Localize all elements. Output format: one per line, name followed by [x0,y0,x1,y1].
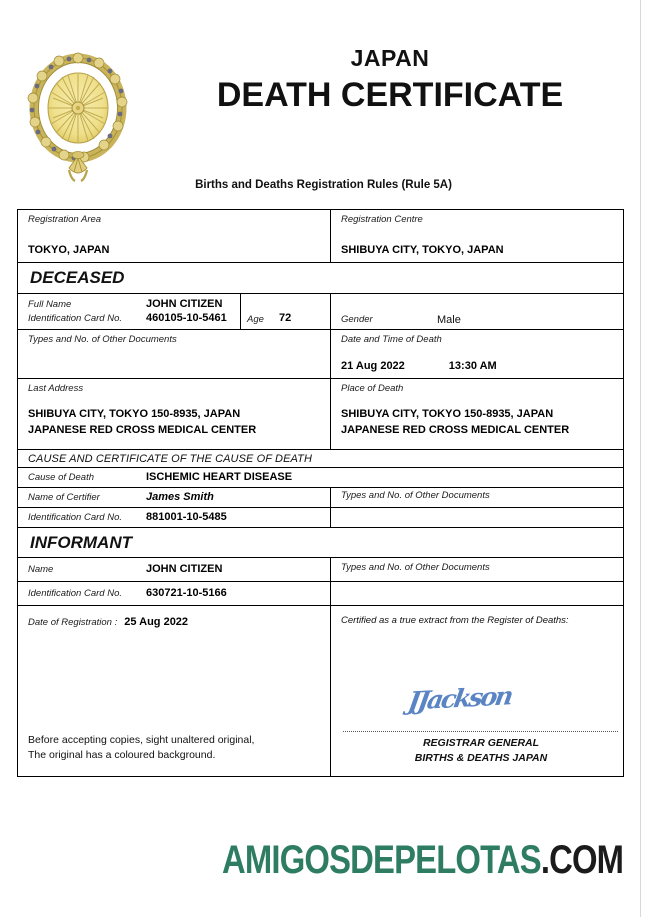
certifier-id-cell [18,508,331,527]
cause-of-death-label: Cause of Death [28,472,95,484]
registrar-caption [331,736,631,766]
cause-section-title: CAUSE AND CERTIFICATE OF THE CAUSE OF DEATH [28,453,313,466]
date-time-of-death-label: Date and Time of Death [341,334,442,346]
date-time-of-death-values [341,359,497,374]
deceased-gender-value: Male [437,314,461,327]
certification-group [18,606,623,776]
date-of-registration-pair [28,615,330,630]
deceased-age-label: Age [247,314,264,326]
certified-extract-text: Certified as a true extract from the Register of Deaths: [341,615,569,626]
time-of-death-value: 13:30 AM [448,360,497,373]
title-block [150,46,630,114]
informant-id-cell [18,582,331,605]
certification-row [18,605,623,776]
informant-other-docs-label: Types and No. of Other Documents [341,562,490,574]
deceased-section-title: DECEASED [30,268,125,287]
cause-of-death-pair [28,470,623,485]
deceased-docs-dod-row [18,329,623,378]
date-of-registration-cell [18,606,331,776]
registration-area-cell [18,210,331,262]
address-place-row [18,378,623,449]
certified-extract-cell [331,606,623,776]
deceased-gender-cell [331,294,623,330]
place-of-death-values [341,407,569,439]
deceased-name-id-cell [18,294,241,330]
informant-other-docs-cell [331,558,623,581]
site-logo [222,838,623,883]
certifier-name-label: Name of Certifier [28,492,100,504]
certifier-other-docs-cell [331,488,623,507]
date-of-death-value: 21 Aug 2022 [341,360,405,373]
certifier-id-pair [28,510,330,525]
copy-notice-line1: Before accepting copies, sight unaltered original, [28,733,255,746]
deceased-age-value: 72 [279,312,292,325]
deceased-id-label: Identification Card No. [28,313,122,325]
signature-dotted-line [343,731,618,732]
last-address-values [28,407,256,439]
deceased-id-pair [28,311,240,326]
registration-centre-cell [331,210,623,262]
certifier-id-right-cell [331,508,623,527]
deceased-identity-group [18,294,623,330]
certifier-other-docs-label: Types and No. of Other Documents [341,490,490,502]
site-logo-name: AMIGOSDEPELOTAS [221,838,541,882]
informant-section-title: INFORMANT [30,532,132,552]
last-address-label: Last Address [28,383,84,395]
informant-section-header-row [18,527,623,558]
date-time-of-death-cell [331,330,623,378]
informant-name-pair [28,562,330,577]
cause-of-death-cell [18,468,623,487]
deceased-other-docs-label: Types and No. of Other Documents [28,334,177,346]
certifier-row [18,487,623,507]
registration-row [18,210,623,262]
registrar-caption-line1: REGISTRAR GENERAL [422,736,540,749]
certifier-name-cell [18,488,331,507]
japan-imperial-chrysanthemum-seal-icon [24,52,132,187]
deceased-section-header-row [18,262,623,293]
copy-notice-line2: The original has a coloured background. [28,749,216,762]
deceased-fullname-value: JOHN CITIZEN [146,297,223,310]
registration-area-label: Registration Area [28,214,102,225]
informant-id-value: 630721-10-5166 [146,587,227,600]
deceased-fullname-pair [28,297,240,312]
registration-area-value: TOKYO, JAPAN [28,244,110,257]
certificate-header [0,46,647,196]
informant-id-label: Identification Card No. [28,588,122,600]
deceased-other-docs-cell [18,330,331,378]
informant-name-row [18,557,623,581]
place-of-death-label: Place of Death [341,383,404,395]
last-address-line1: SHIBUYA CITY, TOKYO 150-8935, JAPAN [28,408,241,421]
cause-section-header-row [18,449,623,467]
rules-subtitle: Births and Deaths Registration Rules (Rule 5A) [195,179,452,191]
cause-of-death-value: ISCHEMIC HEART DISEASE [146,471,293,484]
certificate-table [17,209,624,777]
country-title: JAPAN [350,45,430,71]
deceased-fullname-label: Full Name [28,298,72,310]
deceased-id-value: 460105-10-5461 [146,312,227,325]
date-of-registration-value: 25 Aug 2022 [124,616,189,628]
informant-name-label: Name [28,564,54,576]
certifier-name-value: James Smith [146,491,214,504]
registrar-signature: JJackson [406,681,514,716]
certifier-id-value: 881001-10-5485 [146,510,227,523]
informant-id-right-cell [331,582,623,605]
certifier-name-pair [28,490,330,505]
last-address-cell [18,379,331,449]
informant-name-value: JOHN CITIZEN [146,563,223,576]
registrar-caption-line2: BIRTHS & DEATHS JAPAN [414,751,548,764]
certifier-id-label: Identification Card No. [28,511,122,523]
certifier-id-row [18,507,623,527]
last-address-line2: JAPANESE RED CROSS MEDICAL CENTER [28,424,257,437]
deceased-age-label-cell [241,294,273,330]
page-title: DEATH CERTIFICATE [216,76,564,115]
deceased-gender-label: Gender [341,314,373,326]
informant-id-row [18,581,623,605]
place-of-death-line2: JAPANESE RED CROSS MEDICAL CENTER [341,424,570,437]
cause-of-death-row [18,467,623,487]
registration-centre-value: SHIBUYA CITY, TOKYO, JAPAN [341,244,504,257]
copy-notice [28,733,254,765]
informant-id-pair [28,586,330,601]
deceased-identity-row [18,293,623,330]
place-of-death-line1: SHIBUYA CITY, TOKYO 150-8935, JAPAN [341,408,554,421]
site-watermark [0,838,647,883]
site-logo-tld: .COM [540,838,623,882]
registration-centre-label: Registration Centre [341,214,423,225]
informant-name-cell [18,558,331,581]
deceased-age-value-cell [273,294,331,330]
place-of-death-cell [331,379,623,449]
date-of-registration-label: Date of Registration : [28,617,118,628]
